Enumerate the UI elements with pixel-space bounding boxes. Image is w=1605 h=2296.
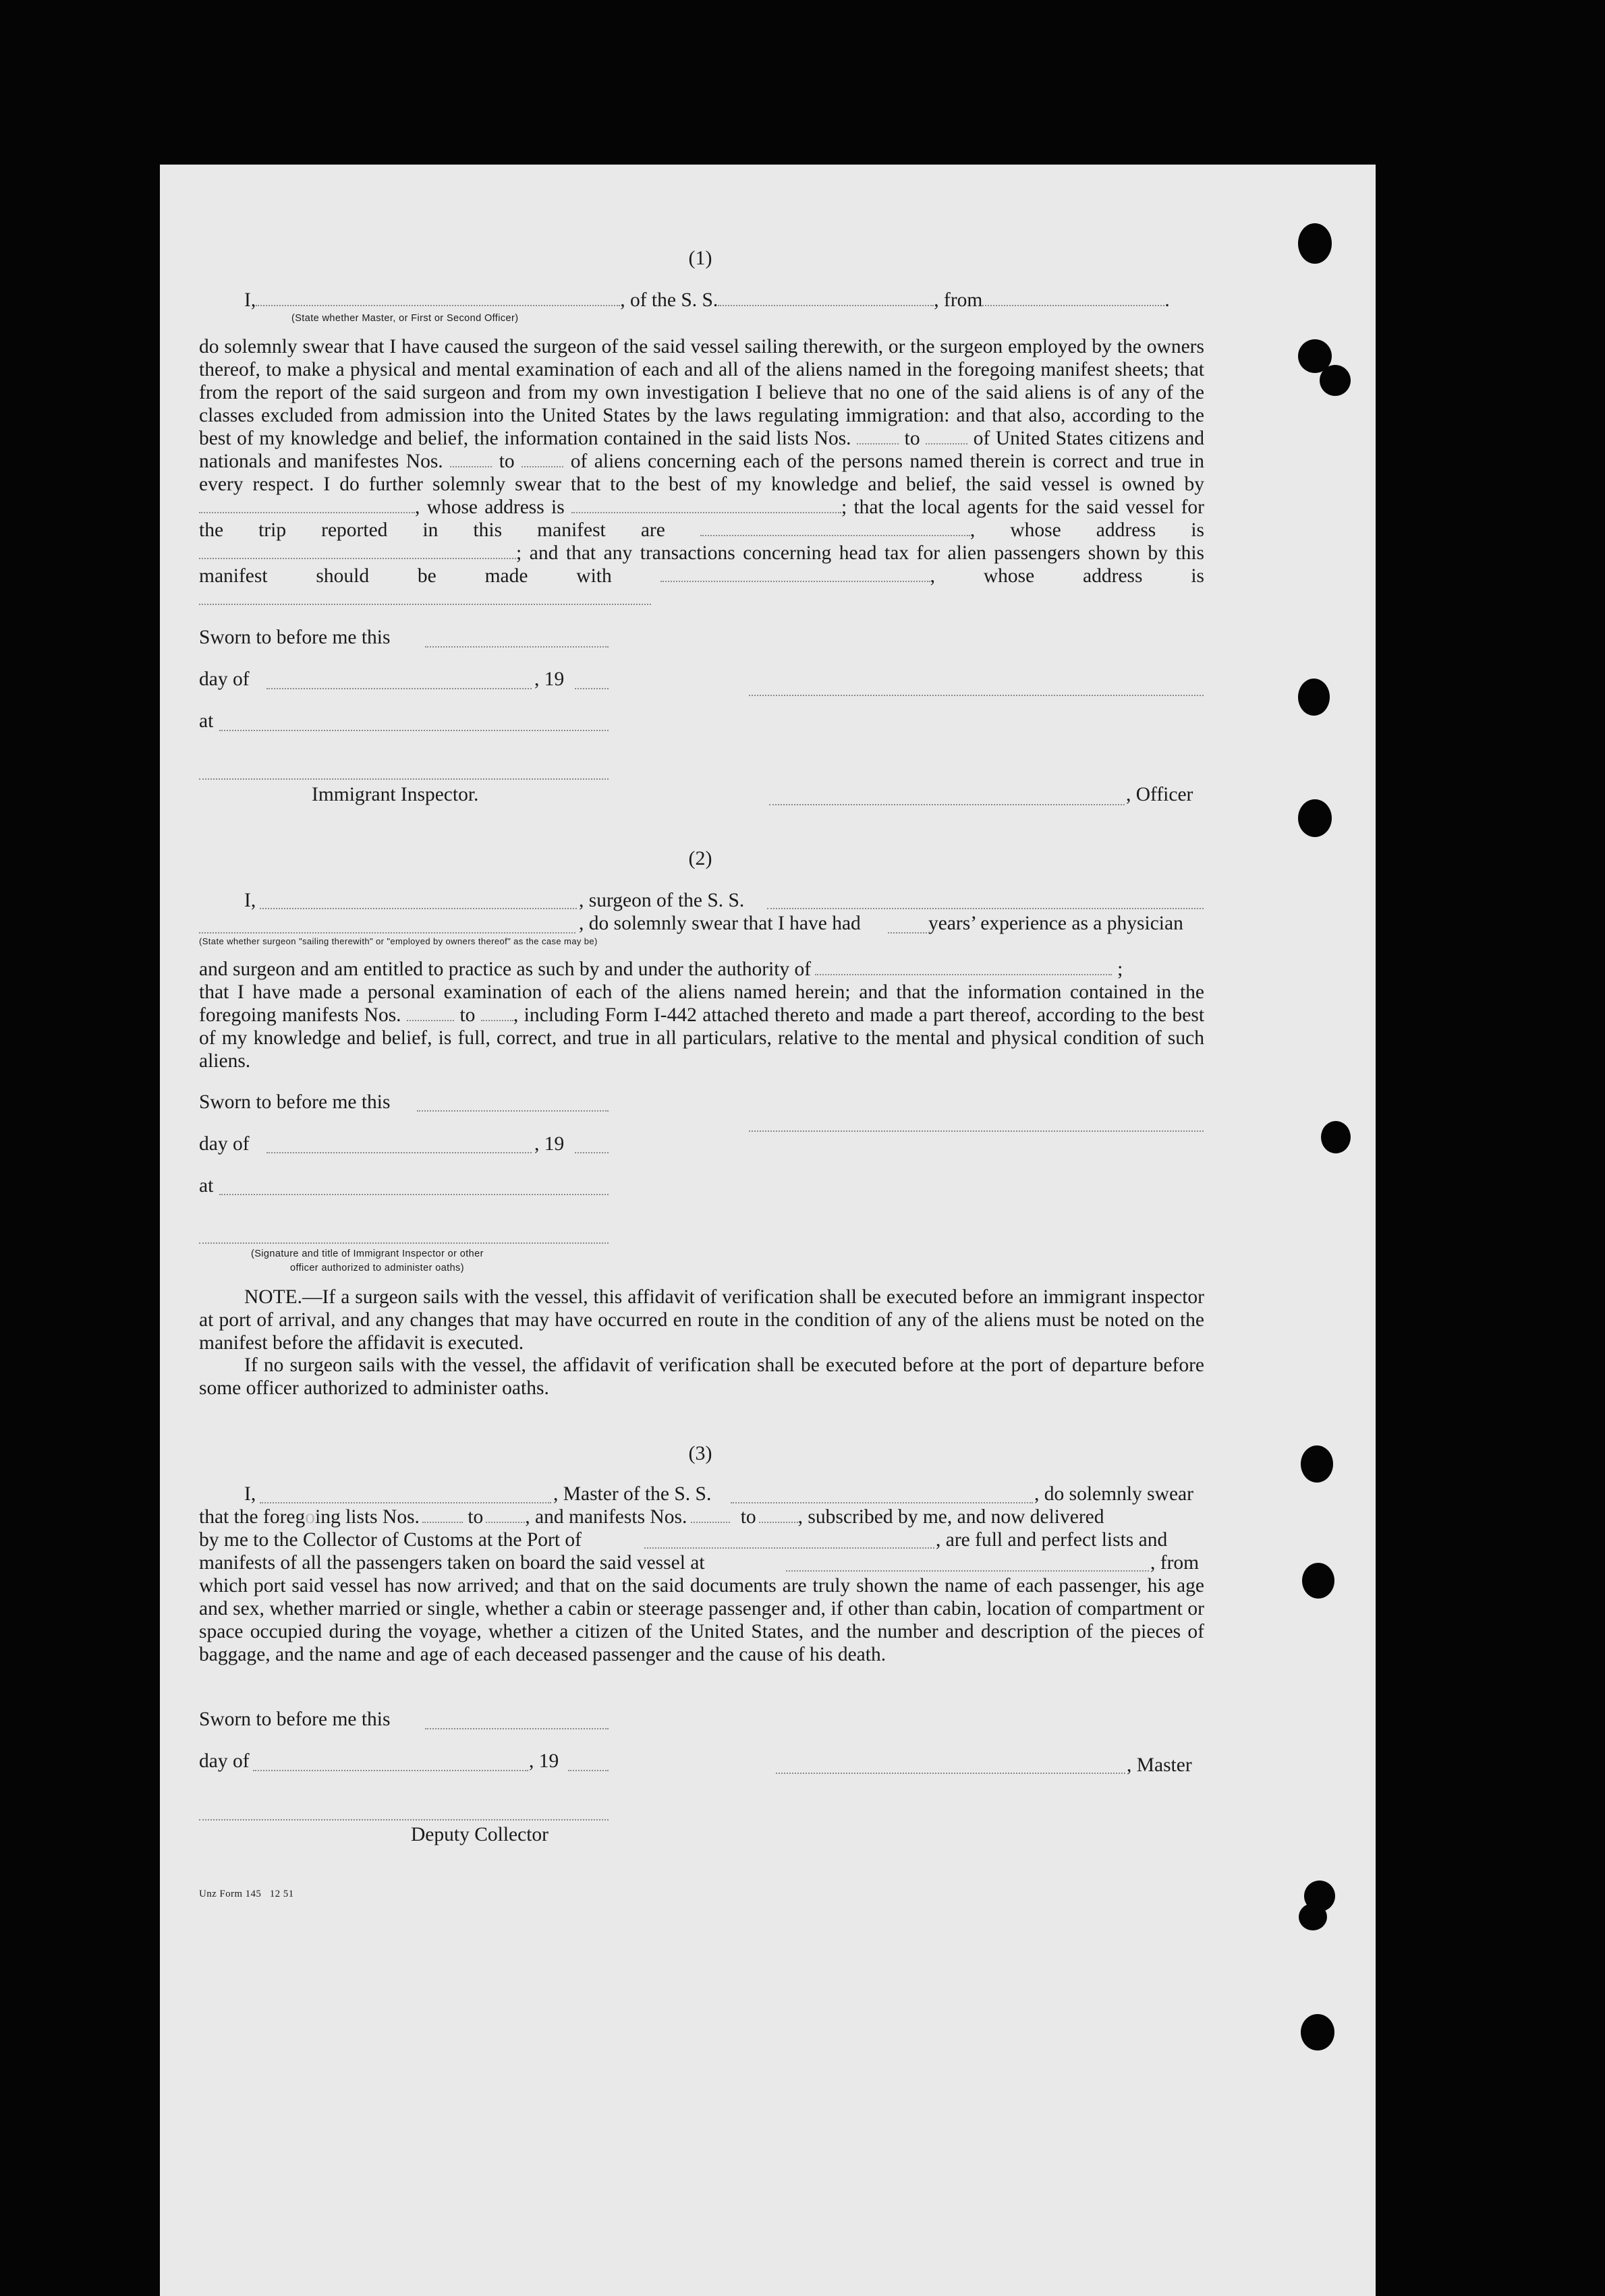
surgeon-status-field[interactable]	[199, 932, 575, 934]
immigrant-inspector-label: Immigrant Inspector.	[312, 784, 479, 805]
punch-hole	[1302, 1563, 1334, 1599]
officer-signature-line[interactable]	[769, 804, 1125, 805]
s3-port-label: by me to the Collector of Customs at the Port of	[199, 1529, 582, 1551]
head-tax-contact-field[interactable]	[660, 566, 930, 582]
year-field-3[interactable]	[568, 1770, 609, 1771]
section-1-line1: I, , of the S. S. , from .	[244, 289, 1170, 311]
s3-lists-line: that the foregoing lists Nos. to , and manifests Nos. to , subscribed by me, and now delivered	[199, 1506, 1104, 1528]
s3-manifests-from-field[interactable]	[691, 1507, 730, 1523]
section-2-number: (2)	[688, 847, 712, 869]
master-name-field[interactable]	[256, 290, 620, 306]
inspector-signature-line-1[interactable]	[199, 778, 609, 780]
s3-manifests-to-field[interactable]	[759, 1507, 798, 1523]
full-lists-label: , are full and perfect lists and	[936, 1529, 1168, 1551]
sworn-label-2: Sworn to before me this	[199, 1091, 391, 1113]
officer-label: , Officer	[1126, 784, 1193, 805]
note-paragraph-1: NOTE.—If a surgeon sails with the vessel, this affidavit of verification shall be executed before an immigrant inspector at port of arrival, and any changes that may have occurred en route in the condition of any of the aliens must be noted on the manifest before the affidavit is executed.	[199, 1286, 1204, 1354]
punch-hole	[1298, 223, 1332, 264]
vessel-at-field[interactable]	[786, 1570, 1149, 1572]
year-label-1: , 19	[534, 668, 565, 690]
master-label: , Master	[1127, 1754, 1192, 1776]
surgeon-name-field[interactable]	[260, 908, 577, 909]
year-label-3: , 19	[529, 1750, 559, 1772]
owner-field[interactable]	[199, 497, 415, 513]
section-3-number: (3)	[688, 1442, 712, 1464]
at-place-field-1[interactable]	[219, 730, 609, 731]
years-experience-label: years’ experience as a physician	[928, 913, 1183, 934]
s2-manifest-from-field[interactable]	[407, 1005, 454, 1021]
port-field[interactable]	[644, 1547, 934, 1549]
day-of-label-3: day of	[199, 1750, 250, 1772]
alien-list-to-field[interactable]	[522, 451, 563, 467]
year-field-1[interactable]	[575, 688, 609, 689]
punch-hole	[1301, 2014, 1334, 2050]
master-rank-note: (State whether Master, or First or Second Officer)	[291, 313, 519, 324]
s3-body: which port said vessel has now arrived; and that on the said documents are truly shown the name of each passenger, his age and sex, whether married or single, whether a cabin or steerage passenger and, if other than cabin, location of compartment or space occupied during the voyage, whether a citizen of the United States, and the number and description of the pieces of baggage, and the name and age of each deceased passenger and the cause of his death.	[199, 1575, 1204, 1665]
from-port-field[interactable]	[982, 290, 1164, 306]
punch-hole	[1321, 1121, 1351, 1153]
s2-body: that I have made a personal examination of each of the aliens named herein; and that the information contained in the foregoing manifests Nos. to , including Form I-442 attached thereto and made a part thereof, according to the best of my knowledge and belief, is full, correct, and true in all particulars, relative to the mental and physical condition of such aliens.	[199, 981, 1205, 1072]
punch-hole	[1299, 1903, 1327, 1930]
s3-i-label: I,	[244, 1483, 256, 1505]
s2-manifest-to-field[interactable]	[481, 1005, 513, 1021]
s3-lists-to-field[interactable]	[486, 1507, 525, 1523]
surgeon-of-label: , surgeon of the S. S.	[579, 890, 745, 911]
s3-from-label: , from	[1150, 1552, 1200, 1574]
month-field-1[interactable]	[266, 688, 532, 689]
s3-vessel-at-label: manifests of all the passengers taken on board the said vessel at	[199, 1552, 705, 1574]
owner-address-field[interactable]	[571, 497, 841, 513]
vessel-name-field[interactable]	[718, 290, 934, 306]
day-of-label-2: day of	[199, 1133, 250, 1155]
s2-authority-line: and surgeon and am entitled to practice as such by and under the authority of ;	[199, 958, 1123, 980]
head-tax-address-field[interactable]	[199, 589, 651, 605]
do-swear-label: , do solemnly swear that I have had	[579, 913, 861, 934]
s2-vessel-field[interactable]	[767, 908, 1204, 909]
month-field-2[interactable]	[266, 1152, 532, 1153]
master-of-label: , Master of the S. S.	[553, 1483, 712, 1505]
sworn-date-field-3[interactable]	[425, 1728, 609, 1729]
month-field-3[interactable]	[253, 1770, 528, 1771]
deputy-collector-label: Deputy Collector	[411, 1824, 548, 1845]
master-signature-line[interactable]	[776, 1773, 1125, 1774]
s3-vessel-field[interactable]	[731, 1502, 1033, 1503]
s2-i-label: I,	[244, 890, 256, 911]
sworn-label-1: Sworn to before me this	[199, 627, 391, 648]
at-label-1: at	[199, 710, 214, 732]
years-experience-field[interactable]	[888, 932, 927, 934]
punch-hole	[1320, 365, 1351, 396]
affiant-signature-line-1[interactable]	[749, 695, 1204, 696]
year-label-2: , 19	[534, 1133, 565, 1155]
authority-field[interactable]	[815, 959, 1112, 975]
punch-hole	[1301, 1445, 1333, 1483]
inspector-signature-line-2[interactable]	[199, 1242, 609, 1244]
affiant-signature-line-2[interactable]	[749, 1130, 1204, 1132]
punch-hole	[1298, 799, 1332, 837]
signature-note-1: (Signature and title of Immigrant Inspector or other	[251, 1249, 484, 1259]
sworn-date-field-1[interactable]	[425, 646, 609, 648]
section-1-body: do solemnly swear that I have caused the surgeon of the said vessel sailing therewith, or the surgeon employed by the owners thereof, to make a physical and mental examination of each and all of the aliens named in the foregoing manifest sheets; that from the report of the said surgeon and from my own investigation I believe that no one of the said aliens is of any of the classes excluded from admission into the United States by the laws regulating immigration: and that also, according to the best of my knowledge and belief, the information contained in the said lists Nos. to of United States citizens and nationals and manifestes Nos. to of aliens concerning each of the persons named therein is correct and true in every respect. I do further solemnly swear that to the best of my knowledge and belief, the said vessel is owned by , whose address is ; that the local agents for the said vessel for the trip reported in this manifest are , whose address is ; and that any transactions concerning head tax for alien passengers shown by this manifest should be made with , whose address is	[199, 335, 1204, 610]
agents-field[interactable]	[700, 520, 970, 536]
note-paragraph-2: If no surgeon sails with the vessel, the affidavit of verification shall be executed before at the port of departure before some officer authorized to administer oaths.	[199, 1354, 1204, 1399]
deputy-signature-line[interactable]	[199, 1819, 609, 1820]
at-place-field-2[interactable]	[219, 1194, 609, 1195]
punch-hole	[1298, 679, 1330, 716]
alien-list-from-field[interactable]	[450, 451, 492, 467]
citizen-list-from-field[interactable]	[857, 428, 899, 444]
sworn-date-field-2[interactable]	[417, 1110, 609, 1112]
day-of-label-1: day of	[199, 668, 250, 690]
surgeon-status-note: (State whether surgeon "sailing therewith" or "employed by owners thereof" as the case may be)	[199, 936, 598, 946]
sworn-label-3: Sworn to before me this	[199, 1709, 391, 1730]
form-number: Unz Form 145 12 51	[199, 1889, 294, 1899]
signature-note-2: officer authorized to administer oaths)	[290, 1263, 464, 1273]
s3-do-swear-label: , do solemnly swear	[1034, 1483, 1193, 1505]
year-field-2[interactable]	[575, 1152, 609, 1153]
at-label-2: at	[199, 1175, 214, 1197]
citizen-list-to-field[interactable]	[926, 428, 967, 444]
s3-lists-from-field[interactable]	[422, 1507, 463, 1523]
s3-master-name-field[interactable]	[260, 1502, 551, 1503]
agents-address-field[interactable]	[199, 543, 516, 559]
section-1-number: (1)	[688, 247, 712, 269]
